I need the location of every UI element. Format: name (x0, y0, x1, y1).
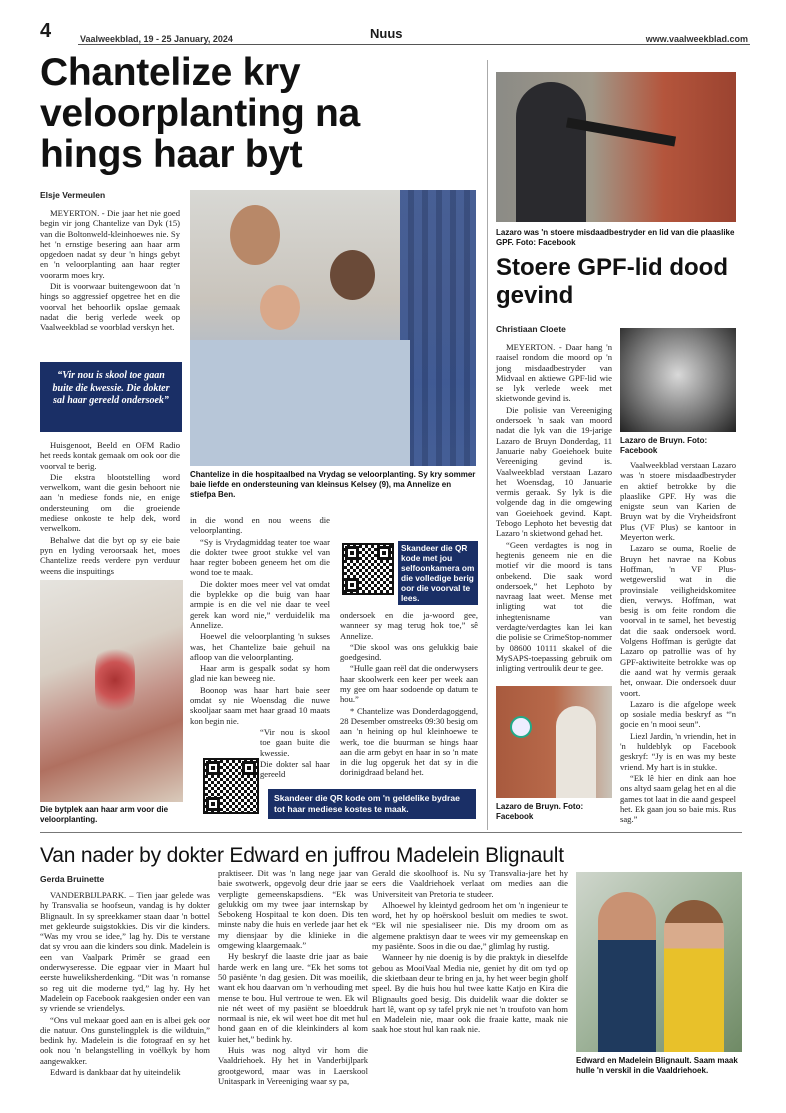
qr-finder (377, 546, 391, 560)
person-madelein (664, 900, 724, 1052)
paragraph: Die dokter moes meer vel vat omdat die byplekke op die buig van haar armpie is en die vel nie daar te veel gerek kan word nie,” verduidelik ma Annelize. (190, 578, 330, 630)
pullquote-box (40, 362, 182, 432)
paragraph: Alhoewel hy kleintyd gedroom het om 'n ingenieur te word, het hy op hoërskool besluit om medies te swot. “Ek wil nie spesialiseer nie. Dis my droom om as algemene praktisyn daar te wees vir my gemeenskap en my pasiënte. Soos in die ou dae,” glimlag hy rustig. (372, 899, 568, 952)
section-divider (40, 832, 742, 833)
article1-byline: Elsje Vermeulen (40, 190, 106, 200)
article2-headline: Stoere GPF-lid dood gevind (496, 254, 728, 309)
paragraph: Wanneer hy nie doenig is by die praktyk in dieselfde gebou as MooiVaal Media nie, geniet hy dit om tyd op die skietbaan deur te bring en ja, hy het weer begin gholf speel. By die huis hou hul twee katte Katjo en Kira die Blignaults goed besig. Dis duidelik waar die dokter se hart lê, want op sy tafel pryk nie net 'n troufoto van hom en Madelein nie, maar ook die fraaie katte, maak nie saak hoe stout hul kan raak nie. (372, 952, 568, 1035)
website: www.vaalweekblad.com (645, 34, 748, 44)
qr-finder (206, 797, 220, 811)
paragraph: Gerald die skoolhoof is. Nu sy Transvalia-jare het hy eers die Vaaldriehoek verlaat om medies aan die Universiteit van Pretoria te studeer. (372, 868, 568, 899)
photo-couple (576, 872, 742, 1052)
publication-date: Vaalweekblad, 19 - 25 January, 2024 (80, 34, 233, 44)
section-name: Nuus (370, 26, 403, 41)
photo-soccer (496, 686, 612, 798)
person-silhouette (556, 706, 596, 798)
paragraph: praktiseer. Dit was 'n lang nege jaar van baie swotwerk, opgevolg deur drie jaar se verpligte gemeenskapsdiens. “Ek was gelukkig om my twee jaar internskap by Sebokeng Hospitaal te kon doen. Dis ten minste naby die huis en verlede jaar het ek my diensjaar by die klinieke in die omgewing klaargemaak.” (218, 868, 368, 951)
paragraph: “Geen verdagtes is nog in hegtenis geneem nie en die motief vir die moord is tans onbekend. Die saak word ondersoek,” het Lephoto by navraag laat weet. Mense met inligting wat tot die inhegtenisname van verdagte/verdagtes kan lei kan die polisie se CrimeStop-nommer by 08600 10111 skakel of die MySAPS-toepassing gebruik om inligting vertroulik deur te gee. (496, 539, 612, 674)
paragraph: Hy beskryf die laaste drie jaar as baie harde werk en lang ure. “Ek het soms tot 50 pasiënte 'n dag gesien. Dit was moeilik, want ek hou daarvan om 'n verhouding met mense te bou. Hul vertroue te wen. Ek wil nie nét weet of my pasiënt se bloeddruk normaal is nie, ek wil weet hoe dit met hul hond gaan en of die kleinkinders al kom kuier het,” bedink hy. (218, 951, 368, 1044)
qr-code-donation[interactable] (203, 758, 259, 814)
photo-soccer-caption: Lazaro de Bruyn. Foto: Facebook (496, 802, 584, 821)
article3-col2 (218, 868, 368, 1087)
paragraph: Huisgenoot, Beeld en OFM Radio het reeds kontak gemaak om ook oor die voorval te berig. (40, 440, 180, 471)
photo-arm-wound (40, 580, 183, 802)
qr-code-full-story[interactable] (342, 543, 394, 595)
article3-col1 (40, 890, 210, 1078)
article3-col3 (372, 868, 568, 1036)
article1-headline: Chantelize kry veloorplanting na hings haar byt (40, 51, 360, 176)
paragraph: “Ons vul mekaar goed aan en is albei gek oor die natuur. Ons gunstelingplek is die wildtuin,” bedink hy. Madelein is die fotograaf en sy het ook nou 'n belangstelling in voëlkyk by hom aangewakker. (40, 1014, 210, 1066)
photo-gun (496, 72, 736, 222)
paragraph: in die wond en nou weens die veloorplanting. (190, 515, 330, 536)
column-divider (487, 60, 488, 830)
person-stepfather (230, 205, 280, 265)
qr-finder (345, 546, 359, 560)
paragraph: Behalwe dat die byt op sy eie baie pyn en lyding veroorsaak het, moes Chantelize reeds verdere pyn verduur weens die inspuitings (40, 534, 180, 576)
photo-hospital-caption: Chantelize in die hospitaalbed na Vrydag se veloorplanting. Sy kry sommer baie liefde en ondersteuning van kleinsus Kelsey (9), ma Annelize en stiefpa Ben. (190, 470, 476, 499)
qr1-text: Skandeer die QR kode met jou selfoonkamera om die volledige berig oor die voorval te lees. (398, 541, 478, 605)
paragraph: MEYERTON. - Die jaar het nie goed begin vir jong Chantelize van Dyk (15) van die Boltonweld-kleinhoewes nie. Sy het 'n ernstige besering aan haar arm opgedoen nadat sy deur 'n hings gebyt en 'n veloorplanting aan haar regter voorarm moes kry. (40, 208, 180, 280)
soccer-ball (510, 716, 532, 738)
paragraph: Die dokter sal haar gereeld (260, 758, 330, 780)
article1-col3 (340, 610, 478, 779)
page-header (40, 20, 752, 48)
paragraph: “Hulle gaan reël dat die onderwysers haar skoolwerk een keer per week aan my gee om haar sodoende op datum te hou.” (340, 663, 478, 705)
photo-hospital-bed (190, 190, 476, 466)
paragraph: “Ek lê hier en dink aan hoe ons altyd saam gelag het en al die games tot laat in die aand gespeel het. Ek gaan jou so baie mis. Rus sag.” (620, 772, 736, 825)
person-edward (598, 892, 656, 1052)
header-rule (78, 44, 750, 45)
paragraph: Boonop was haar hart baie seer omdat sy nie Woensdag die nuwe skooljaar saam met haar graad 10 maats kon begin nie. (190, 684, 330, 726)
bed-sheet (190, 340, 410, 466)
photo-arm-caption: Die bytplek aan haar arm voor die veloorplanting. (40, 805, 169, 824)
paragraph: Lazaro is die afgelope week op sosiale media beskryf as “'n gocie en 'n mooi seun”. (620, 698, 736, 730)
paragraph: Hoewel die veloorplanting 'n sukses was, het Chantelize baie gehuil na afloop van die veloorplanting. (190, 631, 330, 662)
paragraph: Edward is dankbaar dat hy uiteindelik (50, 1067, 181, 1078)
article1-col1 (40, 208, 180, 334)
curtain (400, 190, 476, 466)
person-girl (260, 285, 300, 330)
article3-headline: Van nader by dokter Edward en juffrou Madelein Blignault (40, 844, 564, 867)
qr-finder (242, 761, 256, 775)
paragraph: Lazaro se ouma, Roelie de Bruyn het navrae na Kobus Hoffman, 'n VF Plus-wetgewerslid wat in die provinsiale veiligheidskomitee dien, verwys. Hoffman, wat besig is om feite rondom die voorval in te samel, het bevestig dat die saak ondersoek word. Volgens Hoffman is gerügte dat Lazaro op patrollie was of hy GPF-aktiwiteite betrokke was op die aand wat hy vermis geraak het, onwaar. Die ondersoek duur voort. (620, 543, 736, 698)
paragraph: MEYERTON. - Daar hang 'n raaisel rondom die moord op 'n jong misdaadbestryder van Midvaal en aktiewe GPF-lid wie se lyk verlede week met skietwonde gevind is. (496, 342, 612, 404)
pullquote-text: “Vir nou is skool toe gaan buite die kwessie. Die dokter sal haar gereeld ondersoek” (52, 370, 170, 406)
photo-couple-caption: Edward en Madelein Blignault. Saam maak hulle 'n verskil in die Vaaldriehoek. (576, 1056, 738, 1075)
paragraph: “Sy is Vrydagmiddag teater toe waar die dokter twee groot stukke vel van haar regter bobeen geneem het om die wond toe te maak. (190, 536, 330, 578)
qr-finder (206, 761, 220, 775)
paragraph: Die ekstra blootstelling word verwelkom, want die gesin behoort nie aan 'n mediese fonds nie, en enige ondersteuning om die groeiende mediese onkoste te help dek, word verwelkom. (40, 471, 180, 534)
paragraph: Die polisie van Vereeniging ondersoek 'n saak van moord nadat die lyk van die 19-jarige Lazaro de Bruyn Donderdag, 11 Januarie naby Goeiehoek buite Vereeniging gevind is. Vaalweekblad verstaan Lazaro het Woensdag, 10 Januarie vermis geraak. Sy lyk is die volgende dag in die omgewing van Goeiehoek gevind. Kapt. Tebogo Lephoto het bevestig dat Lazaro 'n skietwond gehad het. (496, 404, 612, 539)
article2-col1 (496, 342, 612, 675)
photo-portrait (620, 328, 736, 432)
paragraph: Vaalweekblad verstaan Lazaro was 'n stoere misdaadbestryder en aktief betrokke by die plaaslike GPF. Hy was die enigste seun van Karien de Bruyn wat by die Vryheidsfront Plus (VF Plus) se kantoor in Meyerton werk. (620, 460, 736, 543)
paragraph: * Chantelize was Donderdagoggend, 28 Desember omstreeks 09:30 besig om aan 'n heining op hul kleinhoewe te werk, toe die buurman se hings haar aan die arm gebyt en haar in so 'n mate in die lug opgeruk het dat sy in die dorinigdraad beland het. (340, 705, 478, 778)
person-silhouette (516, 82, 586, 222)
article1-col1b (40, 440, 180, 577)
paragraph: VANDERBIJLPARK. – Tien jaar gelede was hy Transvalia se hoofseun, vandag is hy dokter Blignault. In sy spreekkamer staan daar 'n bottel met gekleurde suigstokkies. Dis vir die kinders. “Was my vrou se idee,” lag hy. Dis te verstane dat sy vrou aan die kinders sou dink. Madelein is een van Vaalpark Primêr se graad een onderwyseresse. Die egpaar vier in Maart hul eerste huweliksherdenking. “Dit was 'n romanse so reg uit die moderne tyd,” lag hy. Hy het Madelein op Facebook raakgesien onder een van sy vriende se vriendelys. (40, 890, 210, 1014)
photo-portrait-caption: Lazaro de Bruyn. Foto: Facebook (620, 436, 708, 455)
paragraph: Liezl Jardin, 'n vriendin, het in 'n huldeblyk op Facebook geskryf: “Jy is en was my beste vriend. My hart is in stukke. (620, 730, 736, 772)
paragraph: “Die skool was ons gelukkig baie goedgesind. (340, 641, 478, 663)
page-number: 4 (40, 20, 52, 42)
article2-byline: Christiaan Cloete (496, 324, 566, 334)
qr2-banner: Skandeer die QR kode om 'n geldelike bydrae tot haar mediese kostes te maak. (268, 789, 476, 819)
qr-finder (345, 578, 359, 592)
paragraph: “Vir nou is skool toe gaan buite die kwessie. (260, 726, 330, 758)
article3-byline: Gerda Bruinette (40, 874, 105, 884)
wound-mark (95, 640, 135, 720)
paragraph: Haar arm is gespalk sodat sy hom glad nie kan beweeg nie. (190, 663, 330, 684)
paragraph: Dit is voorwaar buitengewoon dat 'n hings so aggressief opgetree het en die voorval het behoorlik opslae gemaak nadat die berig verlede week op Vaalweekblad se voorblad verskyn het. (40, 281, 180, 333)
photo-gun-caption: Lazaro was 'n stoere misdaadbestryder en lid van die plaaslike GPF. Foto: Facebook (496, 228, 735, 247)
article1-col2 (190, 515, 330, 780)
person-mother (330, 250, 375, 300)
paragraph: ondersoek en die ja-woord gee, wanneer sy mag terug hok toe,” sê Annelize. (340, 610, 478, 641)
article2-col2 (620, 460, 736, 825)
paragraph: Huis was nog altyd vir hom die Vaaldriehoek. Hy het in Vanderbijlpark grootgeword, maar was in Laerskool Unitaspark in Vereeniging waar sy pa, (218, 1045, 368, 1086)
